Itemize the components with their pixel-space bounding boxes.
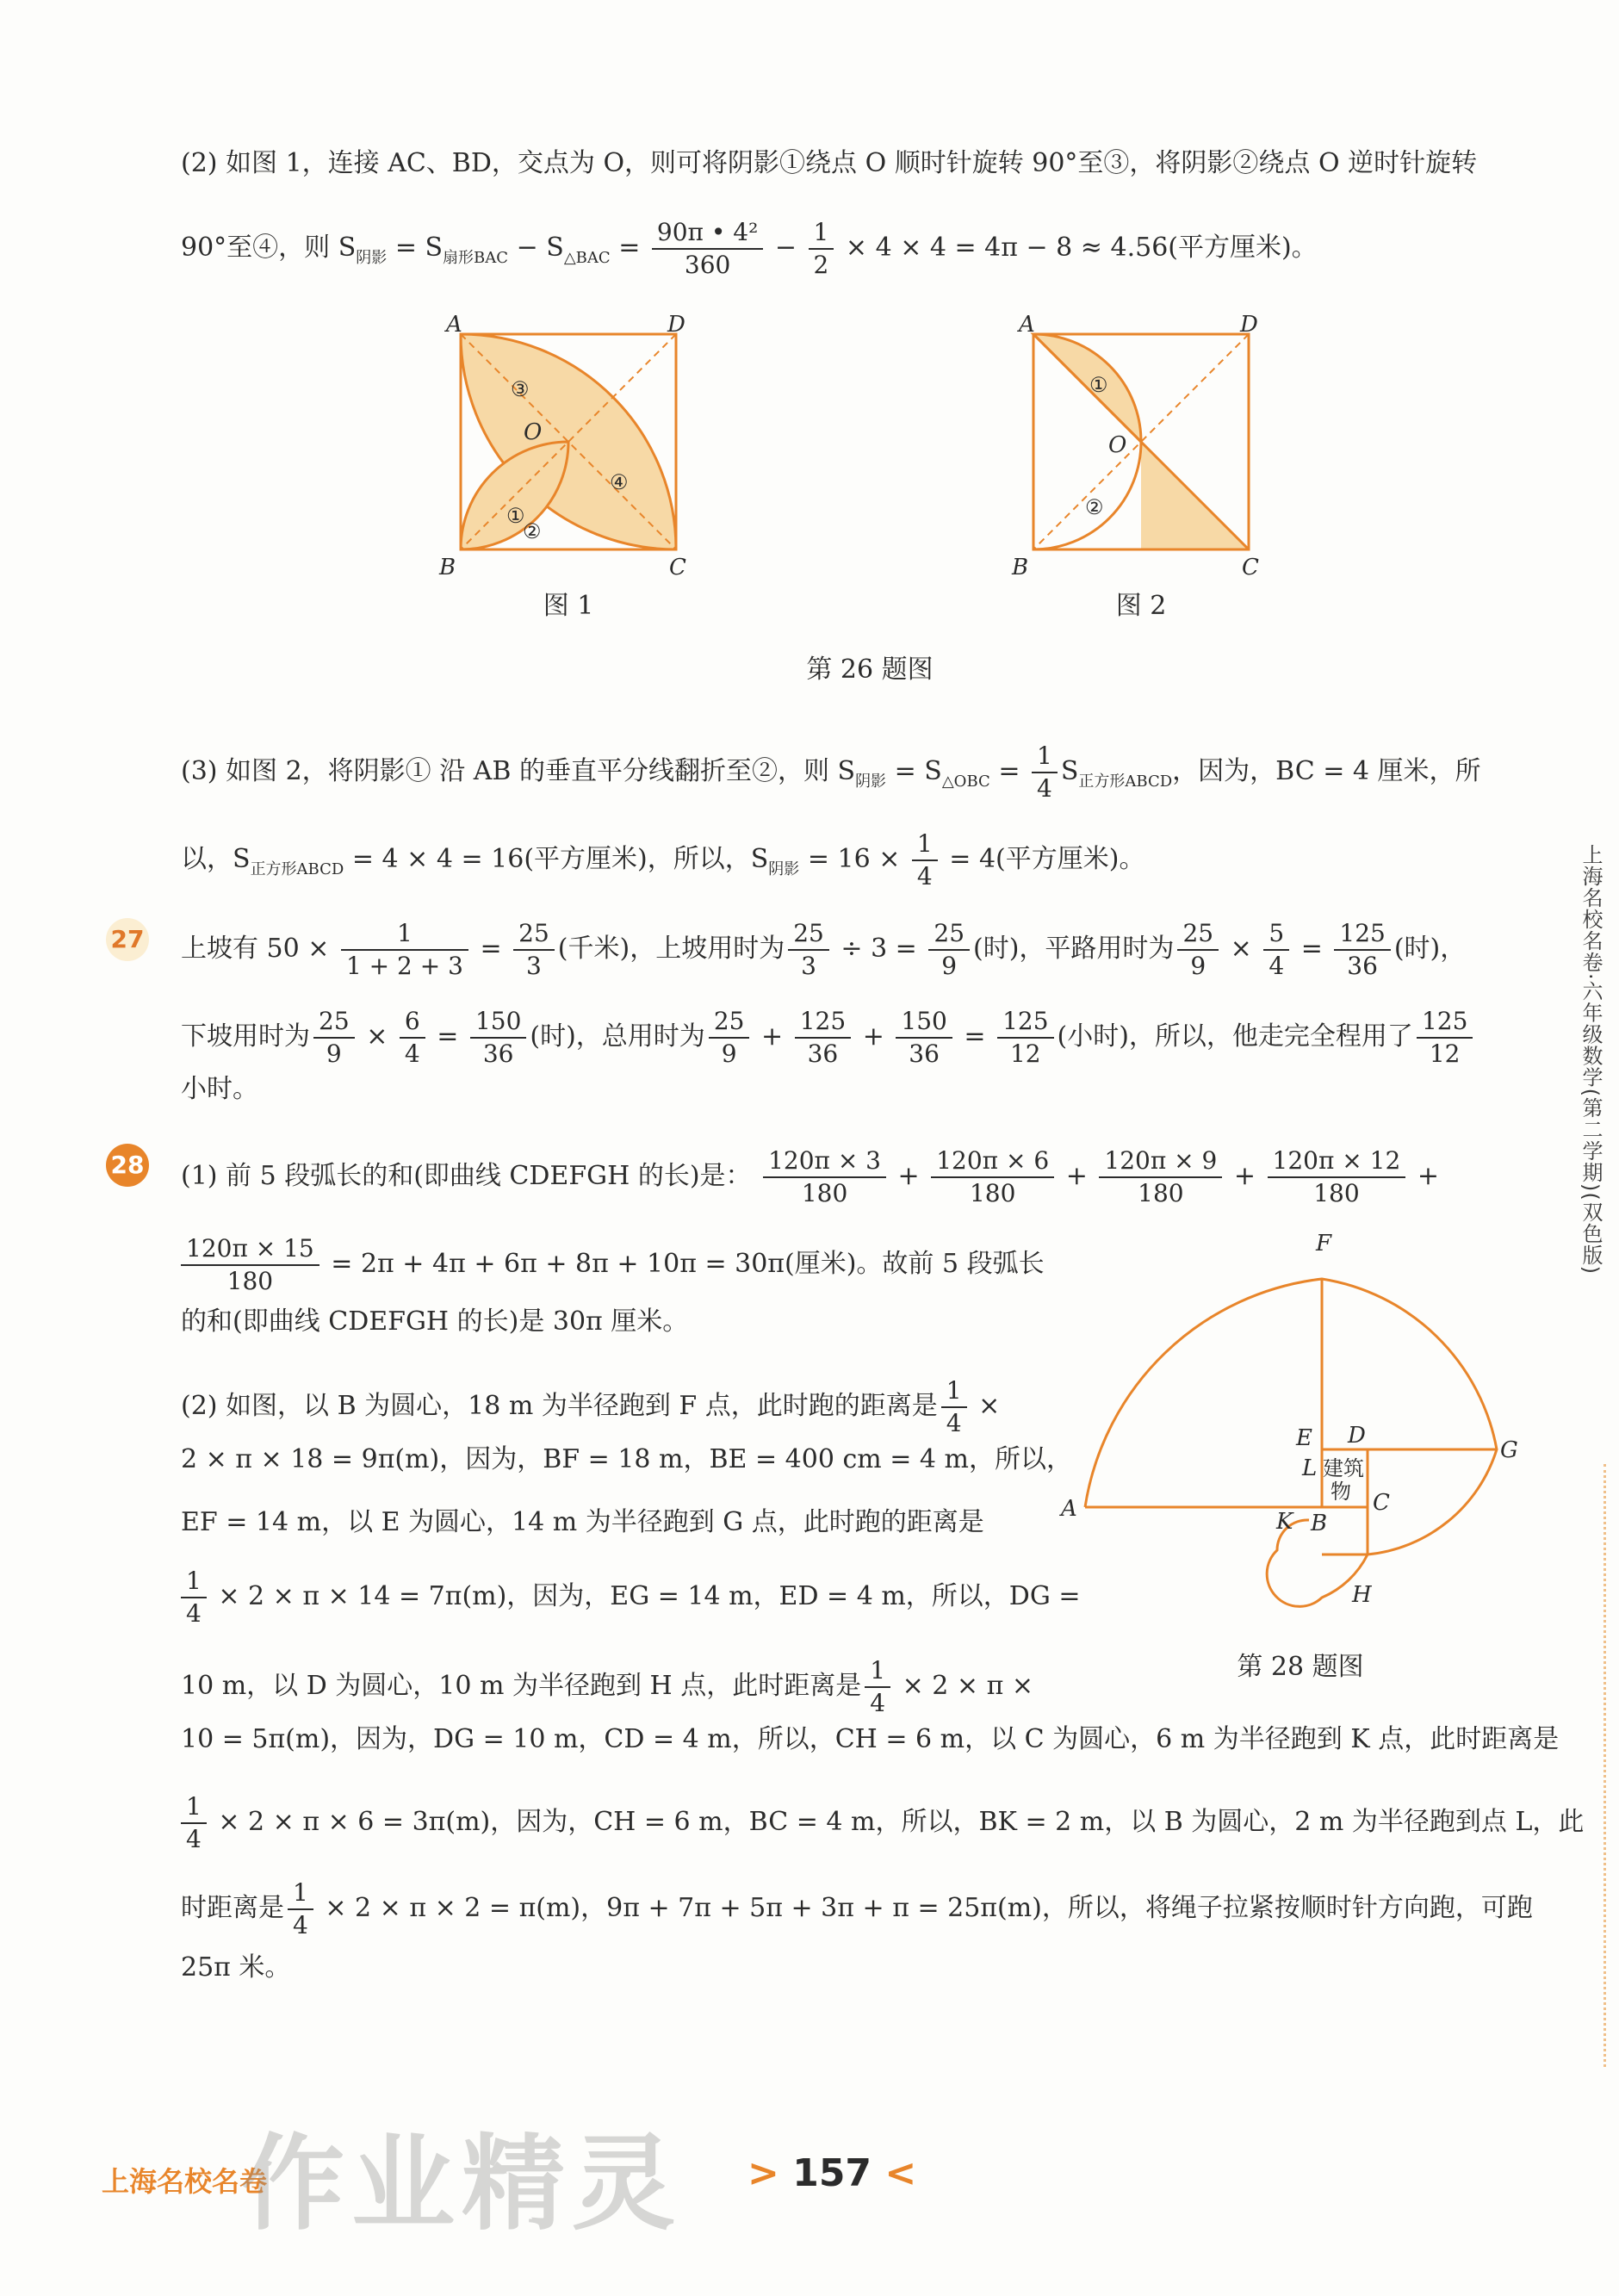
p26-2-line2: 90°至④，则 $S_{阴影} = S_{扇形BAC} - S_{\triangle BAC}$ = $\frac{\text{90π • 4²}}{360}$ − $\frac{1}{2}$ × 4 × 4 = 4π − 8 ≈ 4.56(平方厘米)。: [181, 218, 1318, 279]
q28-line5: 2 × π × 18 = 9π(m)，因为，BF = 18 m，BE = 400 cm = 4 m，所以，: [181, 1444, 1072, 1474]
page-number: > 157 <: [747, 2151, 917, 2195]
label-b: B: [1012, 555, 1029, 580]
q27-line3: 小时。: [181, 1074, 258, 1104]
fraction: $\frac{25}{9}$: [313, 1006, 355, 1070]
label-d: D: [1240, 312, 1258, 338]
fraction: $\frac{1}{4}$: [288, 1877, 313, 1941]
q28-line4: (2) 如图，以 B 为圆心，18 m 为半径跑到 F 点，此时跑的距离是 $\frac{1}{4}$ ×: [181, 1376, 1001, 1437]
label-e: E: [1296, 1425, 1312, 1451]
marker-3: ③: [511, 377, 530, 401]
q28-line2: $\frac{120\pi \times 15}{180}$ = 2π + 4π + 6π + 8π + 10π = 30π(厘米)。故前 5 段弧长: [181, 1233, 1045, 1297]
label-f: F: [1316, 1232, 1332, 1257]
label-c: C: [1242, 555, 1259, 580]
p26-2-line1: (2) 如图 1，连接 AC、BD，交点为 O，则可将阴影①绕点 O 顺时针旋转 90°至③，将阴影②绕点 O 逆时针旋转: [181, 148, 1478, 178]
q28-line3: 的和(即曲线 CDEFGH 的长)是 30π 厘米。: [181, 1306, 689, 1337]
figure-1-caption: 图 1: [543, 591, 594, 621]
fraction: $\frac{120\pi \times 12}{180}$: [1268, 1145, 1406, 1209]
label-l: L: [1302, 1455, 1318, 1481]
fraction: $\frac{120\pi \times 9}{180}$: [1099, 1145, 1222, 1209]
label-a: A: [1061, 1496, 1077, 1522]
q28-line11: 时距离是 $\frac{1}{4}$ × 2 × π × 2 = π(m)，9π + 7π + 5π + 3π + π = 25π(m)，所以，将绳子拉紧按顺时针方向跑，可跑: [181, 1878, 1533, 1939]
question-27-badge: 27: [106, 918, 149, 961]
q27-line1: 上坡有 50 × $\frac{1}{1 + 2 + 3}$ = $\frac{25}{3}$ (千米)，上坡用时为 $\frac{25}{3}$ ÷ 3 = $\frac{25}{9}$ (时)，平路用时为 $\frac{25}{9}$ × $\frac{5}{4}$ = $\frac{125}{36}$ (时)，: [181, 919, 1467, 980]
q28-line10: $\frac{1}{4}$ × 2 × π × 6 = 3π(m)，因为，CH = 6 m，BC = 4 m，所以，BK = 2 m，以 B 为圆心，2 m 为半径跑到点 L，此: [181, 1791, 1584, 1855]
fraction: $\frac{6}{4}$: [400, 1006, 425, 1070]
fraction: $\frac{120\pi \times 15}{180}$: [181, 1233, 319, 1297]
label-d: D: [1348, 1423, 1366, 1449]
label-d: D: [667, 312, 685, 338]
fraction: $\frac{1}{4}$: [941, 1375, 967, 1439]
side-dotted-rule: [1603, 1464, 1606, 2067]
q28-line12: 25π 米。: [181, 1952, 291, 1983]
label-c: C: [1373, 1490, 1390, 1516]
fraction: $\frac{150}{36}$: [896, 1006, 952, 1070]
fraction: $\frac{125}{12}$: [997, 1006, 1053, 1070]
fraction: $\frac{25}{3}$: [788, 918, 829, 982]
label-o: O: [524, 419, 543, 445]
q28-line6: EF = 14 m，以 E 为圆心，14 m 为半径跑到 G 点，此时跑的距离是: [181, 1507, 984, 1537]
fraction: $\frac{125}{36}$: [1334, 918, 1390, 982]
fraction: $\frac{1}{4}$: [1032, 741, 1058, 804]
fraction: $\frac{25}{9}$: [1177, 918, 1219, 982]
fraction: $\frac{25}{9}$: [709, 1006, 750, 1070]
watermark: 作业精灵: [241, 2125, 682, 2244]
fraction: $\frac{\text{90π • 4²}}{360}$: [652, 217, 763, 281]
fraction: $\frac{25}{3}$: [513, 918, 555, 982]
label-c: C: [669, 555, 686, 580]
figure-2: [1003, 306, 1262, 581]
q27-line2: 下坡用时为 $\frac{25}{9}$ × $\frac{6}{4}$ = $\frac{150}{36}$ (时)，总用时为 $\frac{25}{9}$ + $\frac{125}{36}$ + $\frac{150}{36}$ = $\frac{125}{12}$ (小时)，所以，他走完全程用了 $\frac{125}{12}$: [181, 1006, 1476, 1070]
fraction: $\frac{1}{4}$: [181, 1566, 207, 1629]
label-a: A: [1019, 312, 1035, 338]
label-k: K: [1276, 1509, 1293, 1535]
figure-1: [431, 306, 689, 581]
fraction: $\frac{125}{12}$: [1417, 1006, 1473, 1070]
fraction: $\frac{1}{4}$: [865, 1655, 890, 1719]
label-b: B: [439, 555, 456, 580]
label-b: B: [1311, 1511, 1328, 1536]
fraction: $\frac{1}{4}$: [912, 828, 938, 892]
label-h: H: [1352, 1582, 1372, 1608]
fraction: $\frac{1}{2}$: [809, 217, 834, 281]
figure-28: [1051, 1232, 1567, 1610]
q28-line7: $\frac{1}{4}$ × 2 × π × 14 = 7π(m)，因为，EG = 14 m，ED = 4 m，所以，DG =: [181, 1566, 1080, 1629]
question-28-badge: 28: [106, 1144, 149, 1187]
q28-line9: 10 = 5π(m)，因为，DG = 10 m，CD = 4 m，所以，CH = 6 m，以 C 为圆心，6 m 为半径跑到 K 点，此时距离是: [181, 1724, 1560, 1754]
fraction: $\frac{125}{36}$: [795, 1006, 851, 1070]
label-g: G: [1500, 1437, 1518, 1463]
figure-28-caption: 第 28 题图: [1237, 1652, 1364, 1682]
marker-1: ①: [506, 504, 525, 528]
p26-3-line2: 以，$S_{正方形ABCD} = 4 \times 4 = 16$(平方厘米)，所以，$S_{阴影} = 16$ × $\frac{1}{4}$ = 4(平方厘米)。: [181, 829, 1145, 890]
fraction: $\frac{120\pi \times 6}{180}$: [931, 1145, 1054, 1209]
q28-line1: (1) 前 5 段弧长的和(即曲线 CDEFGH 的长)是： $\frac{120\pi \times 3}{180}$ + $\frac{120\pi \times 6}{180}$ + $\frac{120\pi \times 9}{180}$ + $\frac{120\pi \times 12}{180}$ +: [181, 1146, 1439, 1207]
marker-2: ②: [523, 519, 542, 543]
marker-1: ①: [1089, 373, 1108, 397]
building-label-2: 物: [1331, 1480, 1351, 1504]
p26-3-line1: (3) 如图 2，将阴影① 沿 AB 的垂直平分线翻折至②，则 $S_{阴影} = S_{\triangle OBC}$ = $\frac{1}{4}$ $S_{正方形ABCD}$，因为，BC = 4 厘米，所: [181, 742, 1481, 803]
label-o: O: [1108, 432, 1127, 458]
fraction: $\frac{1}{4}$: [181, 1791, 207, 1855]
footer-brand: 上海名校名卷: [102, 2165, 268, 2198]
label-a: A: [446, 312, 462, 338]
building-label-1: 建筑: [1323, 1456, 1364, 1480]
fraction: $\frac{150}{36}$: [470, 1006, 526, 1070]
spiral-path: [1085, 1279, 1497, 1606]
fraction: $\frac{1}{1 + 2 + 3}$: [341, 918, 468, 982]
marker-2: ②: [1085, 495, 1104, 519]
side-title: 上海名校名卷·六年级数学(第二学期)(双色版): [1579, 844, 1603, 1275]
fraction: $\frac{120\pi \times 3}{180}$: [763, 1145, 886, 1209]
fraction: $\frac{5}{4}$: [1263, 918, 1289, 982]
marker-4: ④: [610, 470, 629, 494]
fraction: $\frac{25}{9}$: [928, 918, 970, 982]
q28-line8: 10 m，以 D 为圆心，10 m 为半径跑到 H 点，此时距离是 $\frac{1}{4}$ × 2 × π ×: [181, 1656, 1033, 1717]
figure-26-caption: 第 26 题图: [806, 655, 934, 685]
figure-2-caption: 图 2: [1115, 591, 1167, 621]
